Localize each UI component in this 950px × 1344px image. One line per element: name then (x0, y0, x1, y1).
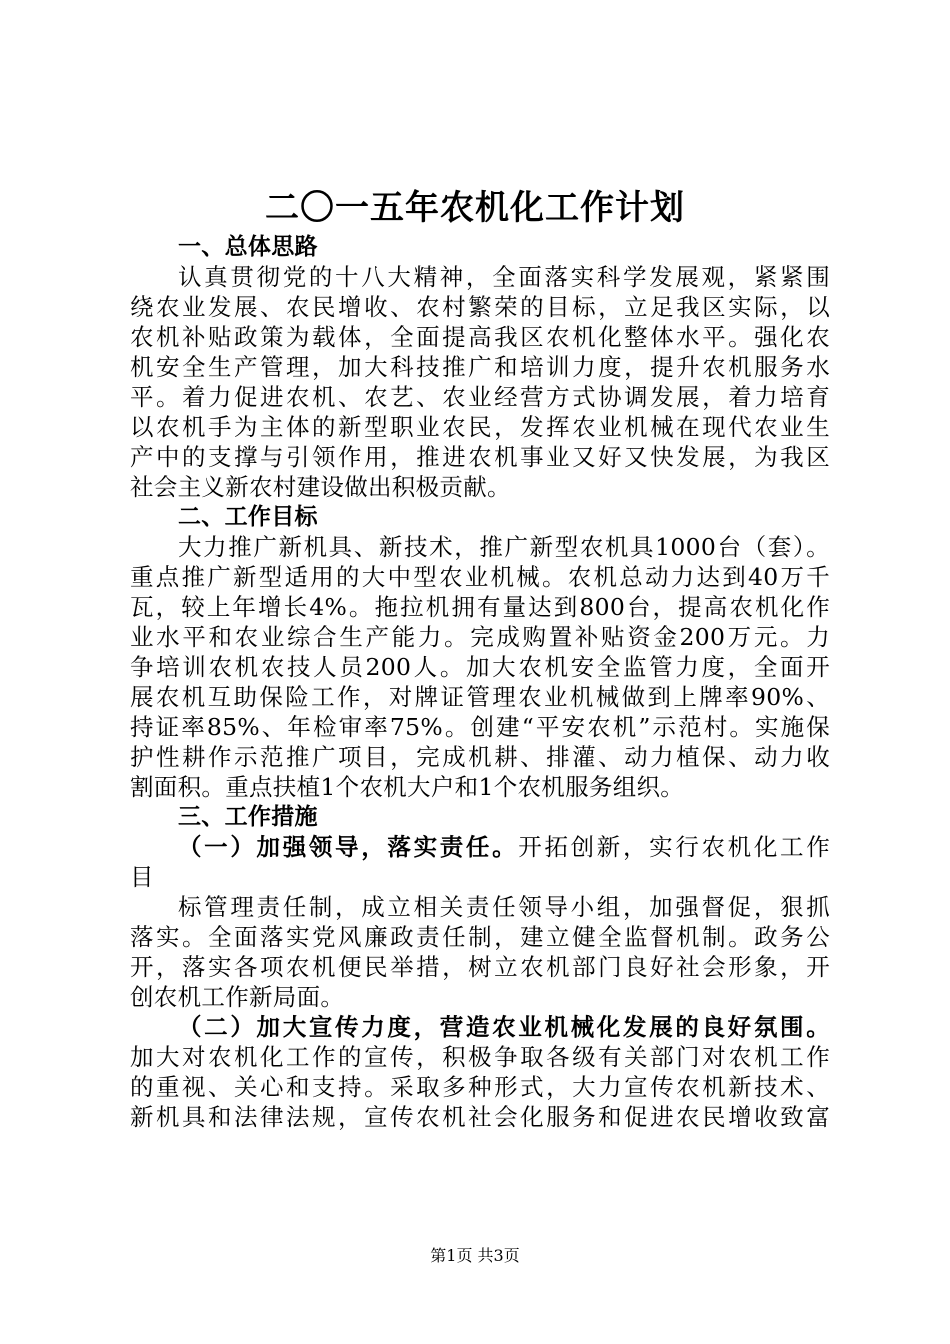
paragraph-line: 展农机互助保险工作，对牌证管理农业机械做到上牌率90%、 (130, 683, 830, 711)
paragraph-line: 落实。全面落实党风廉政责任制，建立健全监督机制。政务公 (130, 923, 830, 951)
paragraph-line: 社会主义新农村建设做出积极贡献。 (130, 473, 511, 501)
section-heading-work-goals: 二、工作目标 (178, 504, 318, 530)
paragraph-line: 产中的支撑与引领作用，推进农机事业又好又快发展，为我区 (130, 443, 830, 471)
paragraph-line: 平。着力促进农机、农艺、农业经营方式协调发展，着力培育 (130, 383, 830, 411)
paragraph-line: 瓦，较上年增长4%。拖拉机拥有量达到800台，提高农机化作 (130, 593, 830, 621)
measure-heading-line (130, 1012, 830, 1042)
paragraph-line: 加大对农机化工作的宣传，积极争取各级有关部门对农机工作 (130, 1043, 830, 1071)
paragraph-line: 业水平和农业综合生产能力。完成购置补贴资金200万元。力 (130, 623, 830, 651)
paragraph-line: 新机具和法律法规，宣传农机社会化服务和促进农民增收致富 (130, 1103, 830, 1131)
document-body (130, 232, 830, 1132)
paragraph-line: 农机补贴政策为载体，全面提高我区农机化整体水平。强化农 (130, 323, 830, 351)
paragraph-line: 的重视、关心和支持。采取多种形式，大力宣传农机新技术、 (130, 1073, 830, 1101)
measure-1-text: 开拓创新，实行农机化工作 (518, 833, 830, 861)
page-footer: 第1页 共3页 (430, 1246, 520, 1265)
paragraph-line: 争培训农机农技人员200人。加大农机安全监管力度，全面开 (130, 653, 830, 681)
measure-2-heading: （二）加大宣传力度，营造农业机械化发展的良好氛围。 (178, 1013, 830, 1041)
paragraph-line: 护性耕作示范推广项目，完成机耕、排灌、动力植保、动力收 (130, 743, 830, 771)
paragraph-line: 割面积。重点扶植1个农机大户和1个农机服务组织。 (130, 773, 685, 801)
paragraph-line: 机安全生产管理，加大科技推广和培训力度，提升农机服务水 (130, 353, 830, 381)
paragraph-line: 标管理责任制，成立相关责任领导小组，加强督促，狠抓 (178, 893, 830, 921)
paragraph-line: 大力推广新机具、新技术，推广新型农机具1000台（套）。 (178, 533, 830, 561)
measure-heading-line (130, 832, 830, 862)
section-heading-overall-approach: 一、总体思路 (178, 234, 318, 260)
document-title: 二〇一五年农机化工作计划 (265, 188, 685, 228)
paragraph-line: 重点推广新型适用的大中型农业机械。农机总动力达到40万千 (130, 563, 830, 591)
paragraph-line: 以农机手为主体的新型职业农民，发挥农业机械在现代农业生 (130, 413, 830, 441)
paragraph-line: 开，落实各项农机便民举措，树立农机部门良好社会形象，开 (130, 953, 830, 981)
measure-1-heading: （一）加强领导，落实责任。 (178, 833, 519, 861)
paragraph-line: 目 (130, 863, 154, 891)
paragraph-line: 绕农业发展、农民增收、农村繁荣的目标，立足我区实际，以 (130, 293, 830, 321)
paragraph-line: 认真贯彻党的十八大精神，全面落实科学发展观，紧紧围 (178, 263, 830, 291)
section-heading-work-measures: 三、工作措施 (178, 804, 318, 830)
paragraph-line: 持证率85%、年检审率75%。创建“平安农机”示范村。实施保 (130, 713, 830, 741)
paragraph-line: 创农机工作新局面。 (130, 983, 345, 1011)
